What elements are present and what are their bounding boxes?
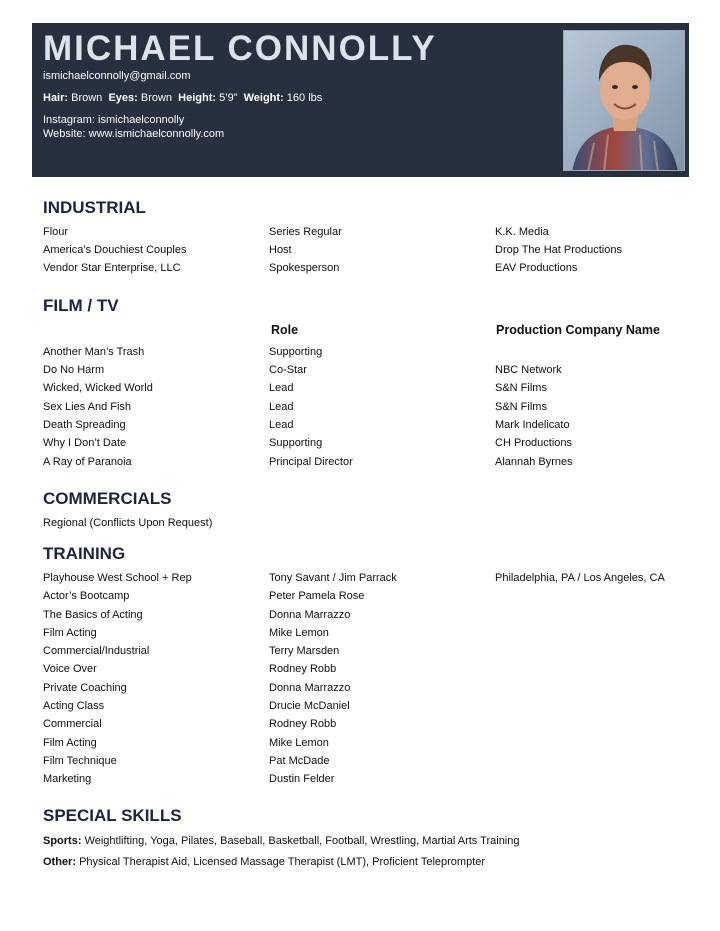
table-row <box>43 645 683 661</box>
credit-company: Drop The Hat Productions <box>495 244 622 256</box>
training-instructor: Tony Savant / Jim Parrack <box>269 572 397 584</box>
weight-value: 160 lbs <box>286 92 323 104</box>
table-row <box>43 700 683 716</box>
training-course: The Basics of Acting <box>43 609 143 621</box>
training-instructor: Donna Marrazzo <box>269 609 351 621</box>
credit-role: Spokesperson <box>269 262 340 274</box>
table-row <box>43 262 683 278</box>
credit-title: Death Spreading <box>43 419 126 431</box>
website: Website: www.ismichaelconnolly.com <box>43 128 225 140</box>
credit-company: K.K. Media <box>495 226 549 238</box>
commercials-text: Regional (Conflicts Upon Request) <box>43 517 213 529</box>
training-course: Voice Over <box>43 663 97 675</box>
credit-company: EAV Productions <box>495 262 578 274</box>
credit-title: America’s Douchiest Couples <box>43 244 187 256</box>
table-row <box>43 609 683 625</box>
training-instructor: Rodney Robb <box>269 718 337 730</box>
height-label: Height: <box>178 92 217 104</box>
training-course: Film Technique <box>43 755 117 767</box>
training-instructor: Mike Lemon <box>269 627 329 639</box>
credit-company: Mark Indelicato <box>495 419 570 431</box>
section-industrial-title: INDUSTRIAL <box>43 198 146 217</box>
credit-role: Series Regular <box>269 226 342 238</box>
table-row <box>43 364 683 380</box>
table-row <box>43 346 683 362</box>
credit-role: Co-Star <box>269 364 307 376</box>
training-instructor: Terry Marsden <box>269 645 340 657</box>
table-row <box>43 437 683 453</box>
table-row <box>43 244 683 260</box>
sports-list: Weightlifting, Yoga, Pilates, Baseball, Basketball, Football, Wrestling, Martial Arts Training <box>84 835 520 847</box>
credit-title: A Ray of Paranoia <box>43 456 132 468</box>
credit-title: Wicked, Wicked World <box>43 382 153 394</box>
credit-company: S&N Films <box>495 401 547 413</box>
eyes-value: Brown <box>140 92 173 104</box>
training-course: Actor’s Bootcamp <box>43 590 130 602</box>
column-header-company: Production Company Name <box>496 323 660 337</box>
other-list: Physical Therapist Aid, Licensed Massage Therapist (LMT), Proficient Teleprompter <box>79 856 486 868</box>
credit-role: Lead <box>269 401 294 413</box>
training-course: Playhouse West School + Rep <box>43 572 192 584</box>
training-instructor: Mike Lemon <box>269 737 329 749</box>
training-instructor: Peter Pamela Rose <box>269 590 365 602</box>
training-course: Private Coaching <box>43 682 127 694</box>
hair-value: Brown <box>71 92 103 104</box>
training-instructor: Rodney Robb <box>269 663 337 675</box>
credit-role: Lead <box>269 419 294 431</box>
physical-stats <box>43 92 322 104</box>
training-course: Commercial/Industrial <box>43 645 150 657</box>
credit-role: Lead <box>269 382 294 394</box>
credit-company: NBC Network <box>495 364 562 376</box>
credit-title: Do No Harm <box>43 364 105 376</box>
skills-other <box>43 856 485 868</box>
instagram: Instagram: ismichaelconnolly <box>43 114 185 126</box>
section-special-skills-title: SPECIAL SKILLS <box>43 806 182 825</box>
training-instructor: Pat McDade <box>269 755 330 767</box>
credit-role: Supporting <box>269 346 323 358</box>
actor-name: MICHAEL CONNOLLY <box>43 29 437 68</box>
eyes-label: Eyes: <box>108 92 138 104</box>
section-film-tv-title: FILM / TV <box>43 296 119 315</box>
credit-title: Another Man’s Trash <box>43 346 145 358</box>
training-course: Film Acting <box>43 627 97 639</box>
table-row <box>43 718 683 734</box>
training-instructor: Donna Marrazzo <box>269 682 351 694</box>
training-instructor: Drucie McDaniel <box>269 700 350 712</box>
table-row <box>43 663 683 679</box>
training-instructor: Dustin Felder <box>269 773 335 785</box>
table-row <box>43 590 683 606</box>
credit-title: Flour <box>43 226 69 238</box>
hair-label: Hair: <box>43 92 69 104</box>
table-row <box>43 226 683 242</box>
table-row <box>43 755 683 771</box>
height-value: 5’9” <box>219 92 238 104</box>
column-header-role: Role <box>271 323 299 337</box>
table-row <box>43 456 683 472</box>
training-location: Philadelphia, PA / Los Angeles, CA <box>495 572 665 584</box>
table-row <box>43 382 683 398</box>
weight-label: Weight: <box>243 92 284 104</box>
skills-sports <box>43 835 520 847</box>
credit-title: Sex Lies And Fish <box>43 401 132 413</box>
table-row <box>43 572 683 588</box>
training-course: Acting Class <box>43 700 105 712</box>
training-course: Marketing <box>43 773 92 785</box>
section-training-title: TRAINING <box>43 544 126 563</box>
credit-title: Vendor Star Enterprise, LLC <box>43 262 181 274</box>
table-row <box>43 682 683 698</box>
other-label: Other: <box>43 856 76 868</box>
credit-company: CH Productions <box>495 437 573 449</box>
table-row <box>43 419 683 435</box>
resume-header <box>32 23 689 177</box>
table-row <box>43 627 683 643</box>
credit-company: Alannah Byrnes <box>495 456 573 468</box>
table-row <box>43 401 683 417</box>
table-row <box>43 773 683 789</box>
headshot-photo <box>563 30 685 171</box>
credit-company: S&N Films <box>495 382 547 394</box>
section-commercials-title: COMMERCIALS <box>43 489 172 508</box>
credit-role: Host <box>269 244 292 256</box>
credit-role: Supporting <box>269 437 323 449</box>
credit-title: Why I Don’t Date <box>43 437 127 449</box>
email: ismichaelconnolly@gmail.com <box>43 70 191 82</box>
training-course: Commercial <box>43 718 102 730</box>
table-row <box>43 737 683 753</box>
sports-label: Sports: <box>43 835 82 847</box>
credit-role: Principal Director <box>269 456 353 468</box>
training-course: Film Acting <box>43 737 97 749</box>
